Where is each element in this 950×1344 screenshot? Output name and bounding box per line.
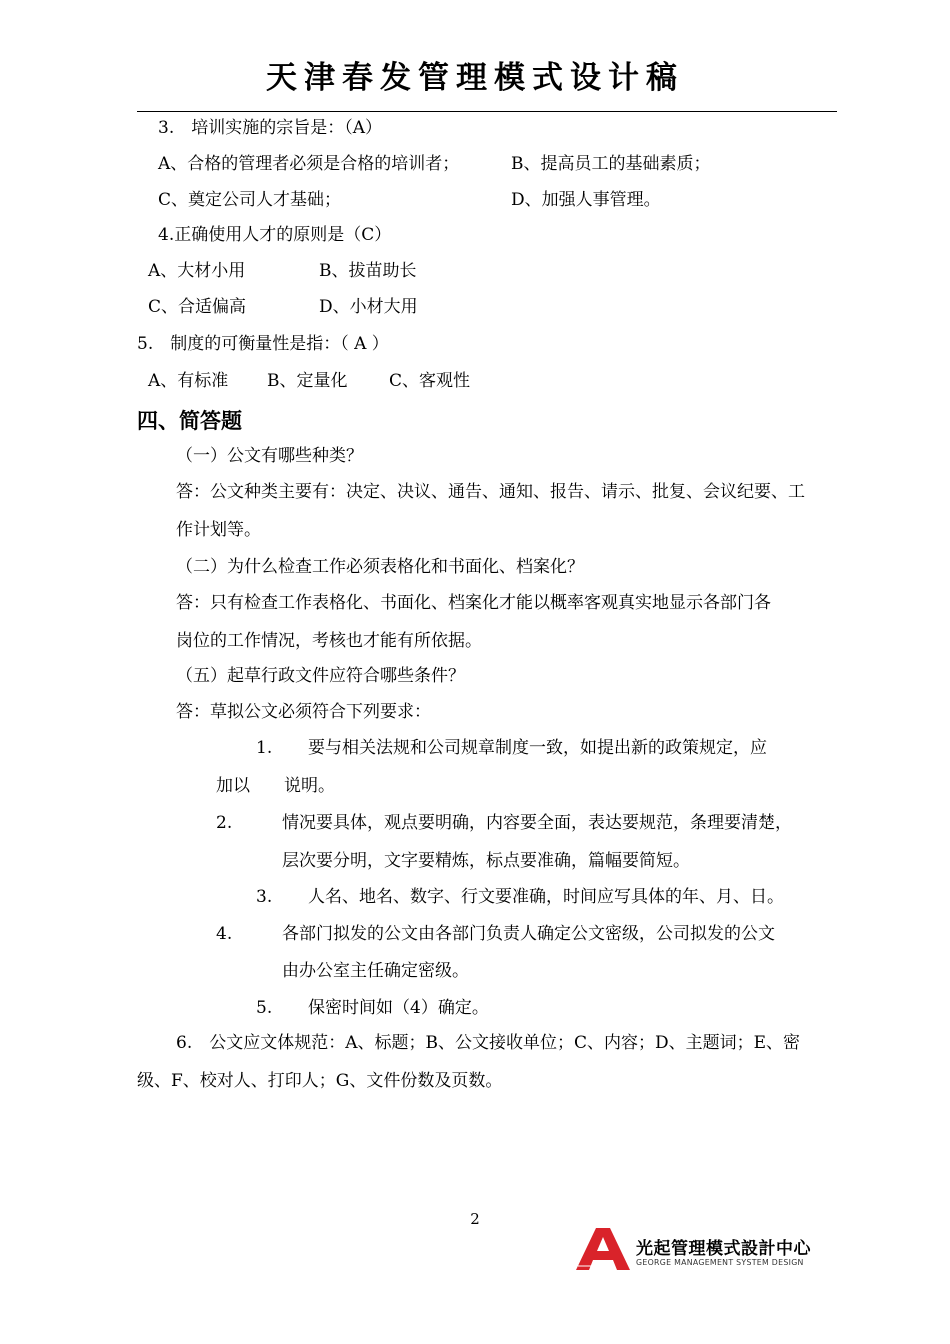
header-rule (137, 111, 837, 112)
q4-option-d: D、小材大用 (319, 297, 418, 317)
s1-question: （一）公文有哪些种类？ (176, 446, 363, 466)
q4-stem: 4.正确使用人才的原则是（C） (158, 225, 392, 245)
s2-answer-line1: 答：只有检查工作表格化、书面化、档案化才能以概率客观真实地显示各部门各 (176, 593, 771, 613)
q3-option-a: A、合格的管理者必须是合格的培训者； (158, 154, 460, 174)
q3-stem: 3. 培训实施的宗旨是：（A） (158, 118, 382, 138)
item1-number: 1. (256, 738, 273, 758)
item3-number: 3. (256, 887, 273, 907)
q5-option-a: A、有标准 (148, 371, 229, 391)
s1-answer-line2: 作计划等。 (176, 520, 261, 540)
s2-answer-line2: 岗位的工作情况，考核也才能有所依据。 (176, 631, 482, 651)
q5-option-c: C、客观性 (389, 371, 471, 391)
s6-line1: 6. 公文应文体规范：A、标题；B、公文接收单位；C、内容；D、主题词；E、密 (176, 1033, 801, 1053)
logo-english-name: GEORGE MANAGEMENT SYSTEM DESIGN (636, 1258, 804, 1267)
item4-number: 4. (216, 924, 233, 944)
q4-option-b: B、拔苗助长 (319, 261, 417, 281)
item4-line1: 各部门拟发的公文由各部门负责人确定公文密级，公司拟发的公文 (282, 924, 775, 944)
item2-number: 2. (216, 813, 233, 833)
item2-line2: 层次要分明，文字要精炼，标点要准确，篇幅要简短。 (282, 851, 690, 871)
q3-option-b: B、提高员工的基础素质； (511, 154, 711, 174)
s5-question: （五）起草行政文件应符合哪些条件？ (176, 666, 465, 686)
q3-option-c: C、奠定公司人才基础； (158, 190, 342, 210)
logo-chinese-name: 光起管理模式設計中心 (636, 1239, 811, 1259)
item5-number: 5. (256, 998, 273, 1018)
s1-answer-line1: 答：公文种类主要有：决定、决议、通告、通知、报告、请示、批复、会议纪要、工 (176, 482, 805, 502)
q4-option-c: C、合适偏高 (148, 297, 247, 317)
logo-a-mark-icon (574, 1226, 632, 1272)
item3-line1: 人名、地名、数字、行文要准确，时间应写具体的年、月、日。 (308, 887, 784, 907)
section-title: 四、简答题 (137, 409, 242, 433)
item2-line1: 情况要具体，观点要明确，内容要全面，表达要规范，条理要清楚， (282, 813, 792, 833)
q5-option-b: B、定量化 (267, 371, 348, 391)
item4-line2: 由办公室主任确定密级。 (282, 961, 469, 981)
s5-answer: 答：草拟公文必须符合下列要求： (176, 702, 431, 722)
s2-question: （二）为什么检查工作必须表格化和书面化、档案化？ (176, 557, 584, 577)
page-header-title: 天津春发管理模式设计稿 (266, 60, 684, 96)
q5-stem: 5. 制度的可衡量性是指：（ A ） (137, 334, 389, 354)
item1-line2: 加以 说明。 (216, 776, 335, 796)
s6-line2: 级、F、校对人、打印人；G、文件份数及页数。 (137, 1071, 503, 1091)
item5-line1: 保密时间如（4）确定。 (308, 998, 489, 1018)
item1-line1: 要与相关法规和公司规章制度一致，如提出新的政策规定，应 (308, 738, 767, 758)
page-number: 2 (470, 1210, 480, 1228)
footer-logo (574, 1226, 844, 1272)
q3-option-d: D、加强人事管理。 (511, 190, 661, 210)
q4-option-a: A、大材小用 (148, 261, 246, 281)
